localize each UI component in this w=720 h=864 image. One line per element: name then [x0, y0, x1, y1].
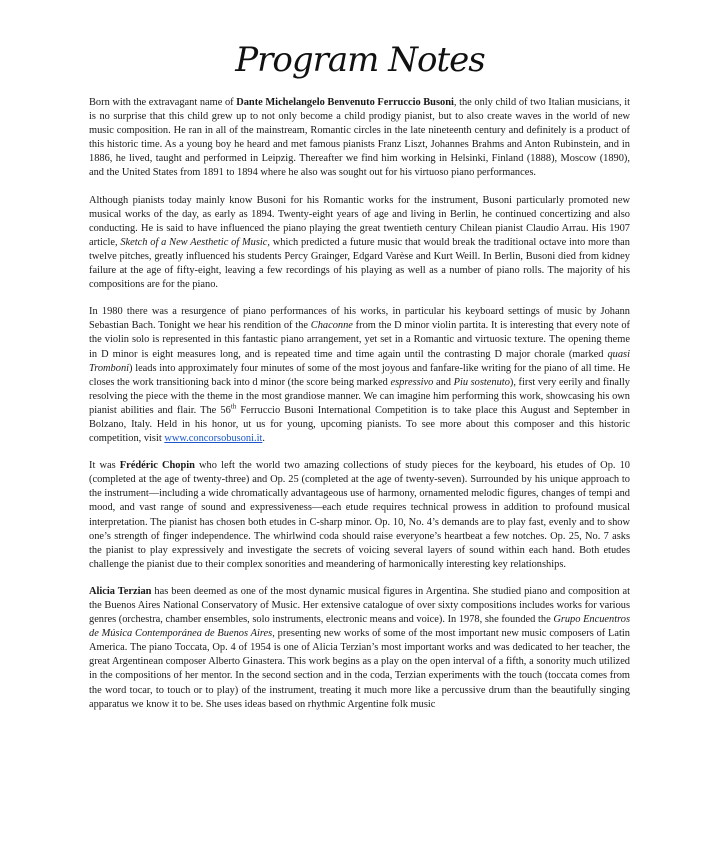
text-run: . — [262, 433, 265, 445]
paragraph-busoni-chaconne — [89, 305, 630, 446]
paragraph-busoni-bio — [89, 96, 630, 181]
composer-name-chopin: Frédéric Chopin — [119, 460, 195, 472]
text-run: Although pianists today mainly know Busoni for his Romantic works for the instrument, Busoni particularly promoted new musical works of the day, as early as 1894. Twenty-eight years of age and living in Berlin, he continued concertizing and also conducting. He is said to have influenced the piano playing the great twentieth century Chilean pianist Claudio Arrau. His 1907 article, — [89, 194, 630, 248]
competition-link[interactable]: www.concorsobusoni.it — [164, 433, 263, 445]
text-run: from the D minor violin partita. It is interesting that every note of the violin solo is represented in this fantastic piano arrangement, yet set in a Romantic and virtuosic texture. The opening theme in D minor is eight measures long, and is repeated time and time again until the contrasting D major chorale (marked — [89, 320, 630, 360]
text-run: In 1980 there was a resurgence of piano performances of his works, in particular his keyboard settings of music by Johann Sebastian Bach. Tonight we hear his rendition of the — [89, 306, 630, 332]
ordinal-suffix: th — [230, 402, 237, 411]
ensemble-name: Grupo Encuentros de Música Contemporánea de Buenos Aires — [89, 614, 631, 640]
score-marking: espressivo — [390, 376, 434, 388]
text-run: , presenting new works of some of the most important new music composers of Latin America. The piano Toccata, Op. 4 of 1954 is one of Alicia Terzian’s most important works and was dedicated to her teacher, the great Argentinean composer Alberto Ginastera. This work begins as a play on the open interval of a fifth, a sonority much utilized in the compositions of her mentor. In the second section and in the coda, Terzian experiments with the touch (toccata comes from the word tocar, to touch or to play) of the instrument, treating it much more like a percussive drum than the beautifully singing apparatus we know it to be. She uses ideas based on rhythmic Argentine folk music — [89, 628, 630, 710]
composer-name-busoni: Dante Michelangelo Benvenuto Ferruccio Busoni — [236, 97, 454, 108]
text-run: It was — [89, 460, 120, 472]
text-run: Born with the extravagant name of — [89, 97, 237, 108]
paragraph-terzian — [89, 585, 630, 712]
text-run: Ferruccio Busoni International Competition is to take place this August and September in Bolzano, Italy. Held in his honor, ut us for young, upcoming pianists. To see more about this composer and this historic competition, visit — [89, 404, 631, 445]
work-title: Chaconne — [310, 320, 353, 332]
paragraph-chopin — [89, 459, 630, 572]
page-title: Program Notes — [235, 40, 485, 80]
article-title: Sketch of a New Aesthetic of Music, — [120, 236, 270, 248]
text-run: which predicted a future music that would break the traditional octave into more than twelve pitches, greatly influenced his students Percy Grainger, Edgard Varèse and Kurt Weill. In Berlin, Busoni died from kidney failure at the age of fifty-eight, leaving a few recordings of his playing as well as a number of piano rolls. The majority of his compositions are for the piano. — [89, 236, 630, 291]
program-notes-body — [89, 96, 630, 725]
score-marking: Piu sostenuto — [453, 376, 510, 388]
text-run: ) leads into approximately four minutes of some of the most joyous and fanfare-like writing for the piano of all time. He closes the work transitioning back into d minor (the score being marked — [89, 362, 630, 388]
paragraph-busoni-influence — [89, 194, 630, 293]
score-marking: quasi Tromboni — [89, 348, 630, 374]
composer-name-terzian: Alicia Terzian — [89, 585, 152, 597]
text-run: and — [433, 376, 454, 388]
text-run: who left the world two amazing collections of study pieces for the keyboard, his etudes of Op. 10 (completed at the age of twenty-three) and Op. 25 (completed at the age of twenty-seven). Surrounded by his unique approach to the instrument—including a wide chromatically advantageous use of harmony, ornamented melodic figures, changes of tempi and mood, and vast range of sound and expressiveness—each etude requires technical prowess in addition to profound musical interpretation. The pianist has chosen both etudes in C-sharp minor. Op. 10, No. 4’s demands are to play fast, evenly and to show one’s strength of finger independence. The whirlwind coda should raise everyone’s heartbeat a few notches. Op. 25, No. 7 asks the pianist to play expressively and investigate the secrets of voicing several layers of sound within each hand. Both etudes challenge the pianist due to their complex sonorities and meandering of harmonically interesting key relationships. — [89, 460, 631, 570]
text-run: , the only child of two Italian musicians, it is no surprise that this child grew up to not only become a child prodigy pianist, but to also create waves in the world of new music composition. He ran in all of the mainstream, Romantic circles in the late nineteenth century and definitely is a product of this historic time. As a young boy he heard and met famous pianists Franz Liszt, Johannes Brahms and Anton Rubinstein, and in 1886, he lived, taught and performed in Leipzig. Thereafter we find him working in Helsinki, Finland (1888), Moscow (1890), and the United States from 1891 to 1894 where he also was sought out for his virtuoso piano performances. — [89, 97, 630, 179]
text-run: has been deemed as one of the most dynamic musical figures in Argentina. She studied piano and composition at the Buenos Aires National Conservatory of Music. Her extensive catalogue of over sixty compositions includes works for various genres (orchestra, chamber ensembles, solo instruments, electronic means and voice). In 1978, she founded the — [89, 585, 630, 626]
text-run: ), first very eerily and finally resolving the piece with the theme in the most grandiose manner. We can imagine him performing this work, showcasing his own pianist abilities and flair. The 56 — [89, 376, 630, 416]
